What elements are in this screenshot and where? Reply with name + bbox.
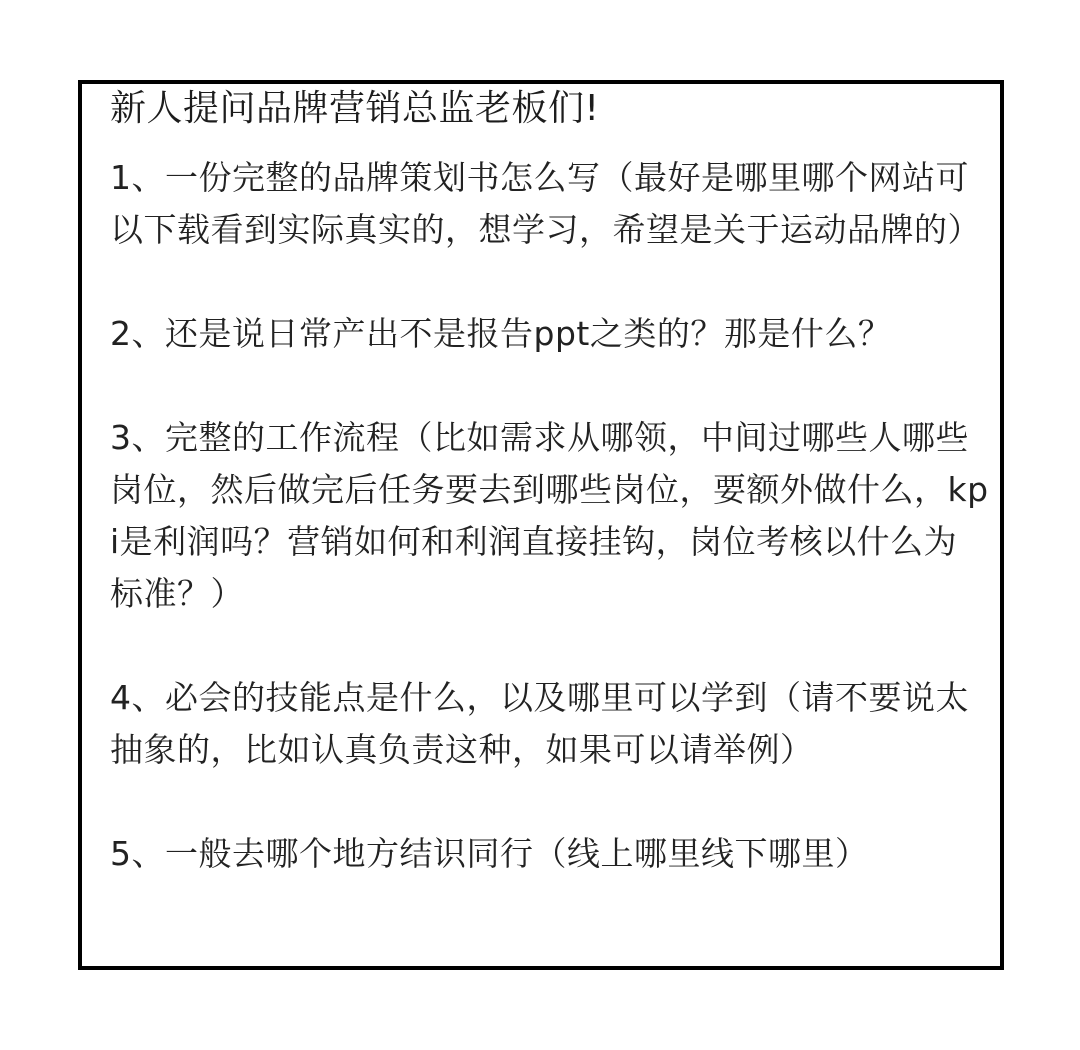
post-title: 新人提问品牌营销总监老板们!	[110, 88, 600, 129]
question-3: 3、完整的工作流程（比如需求从哪领，中间过哪些人哪些岗位，然后做完后任务要去到哪些岗位，要额外做什么，kpi是利润吗？营销如何和利润直接挂钩，岗位考核以什么为标准？）	[110, 418, 989, 613]
post-content	[110, 84, 990, 880]
question-5: 5、一般去哪个地方结识同行（线上哪里线下哪里）	[110, 834, 869, 873]
post-frame	[78, 80, 1004, 970]
question-4: 4、必会的技能点是什么，以及哪里可以学到（请不要说太抽象的，比如认真负责这种，如果可以请举例）	[110, 678, 969, 769]
question-2: 2、还是说日常产出不是报告ppt之类的？那是什么？	[110, 314, 892, 353]
question-1: 1、一份完整的品牌策划书怎么写（最好是哪里哪个网站可以下载看到实际真实的，想学习，希望是关于运动品牌的）	[110, 158, 981, 249]
